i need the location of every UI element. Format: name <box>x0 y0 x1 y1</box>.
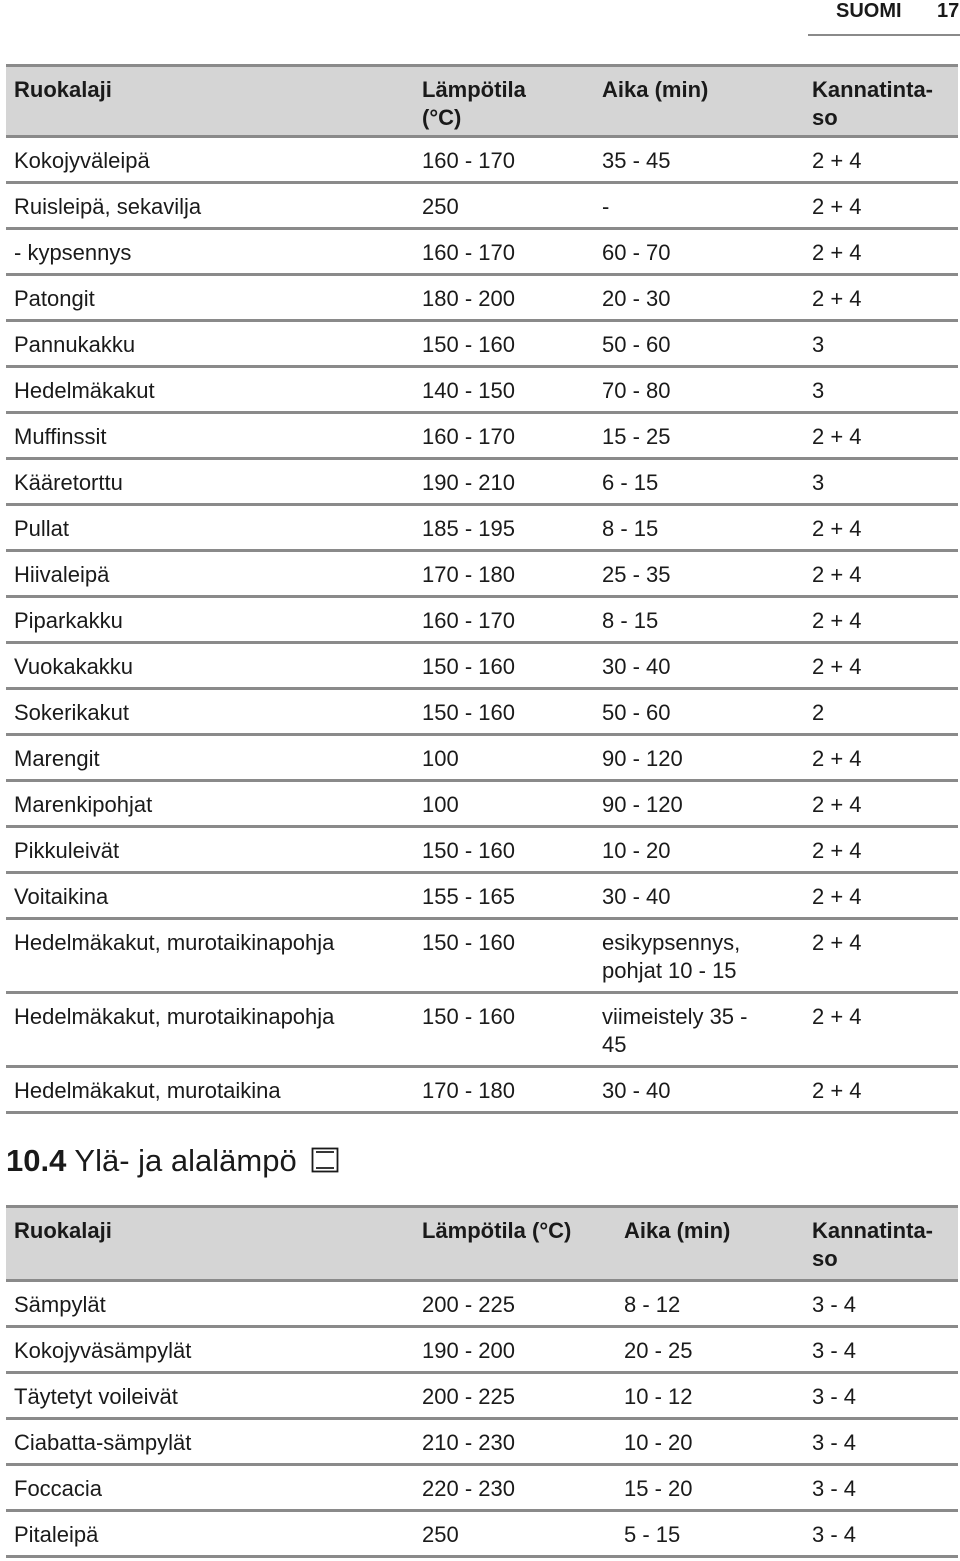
cell-temperature: 160 - 170 <box>422 424 515 449</box>
cell-dish: Voitaikina <box>14 884 109 909</box>
section-title: Ylä- ja alalämpö <box>74 1143 297 1178</box>
cell-dish: Sämpylät <box>14 1292 106 1317</box>
cell-temperature: 160 - 170 <box>422 148 515 173</box>
cell-temperature: 155 - 165 <box>422 884 515 909</box>
table-row <box>6 782 958 828</box>
cell-time: 70 - 80 <box>602 378 671 403</box>
cell-shelf-level: 3 - 4 <box>812 1292 857 1317</box>
table-row <box>6 506 958 552</box>
cell-dish: Täytetyt voileivät <box>14 1384 178 1409</box>
cell-time: viimeistely 35 - 45 <box>602 1004 748 1057</box>
header-shelf-level: Kannatinta- so <box>812 1218 933 1271</box>
cell-temperature: 150 - 160 <box>422 654 515 679</box>
table-row <box>6 736 958 782</box>
cell-shelf-level: 2 + 4 <box>812 194 862 219</box>
cell-temperature: 200 - 225 <box>422 1384 515 1409</box>
table-row <box>6 276 958 322</box>
cell-dish: Vuokakakku <box>14 654 134 679</box>
cell-time: 8 - 15 <box>602 516 659 541</box>
cell-temperature: 185 - 195 <box>422 516 515 541</box>
cell-time: 30 - 40 <box>602 1078 671 1103</box>
table-row <box>6 690 958 736</box>
cell-dish: Kokojyväsämpylät <box>14 1338 192 1363</box>
cell-temperature: 150 - 160 <box>422 700 515 725</box>
header-dish: Ruokalaji <box>14 77 112 102</box>
cell-shelf-level: 3 <box>812 332 825 357</box>
cell-shelf-level: 2 + 4 <box>812 562 862 587</box>
table-row <box>6 1374 958 1420</box>
cell-dish: Pikkuleivät <box>14 838 120 863</box>
cell-temperature: 250 <box>422 1522 459 1547</box>
cell-dish: Marenkipohjat <box>14 792 153 817</box>
cell-time: 6 - 15 <box>602 470 659 495</box>
table-row <box>6 1282 958 1328</box>
table-row <box>6 920 958 994</box>
top-bottom-heat-icon <box>311 1147 339 1173</box>
cell-time: 8 - 12 <box>624 1292 681 1317</box>
cell-time: 10 - 20 <box>624 1430 693 1455</box>
baking-table-1 <box>6 64 958 1114</box>
cell-time: 90 - 120 <box>602 792 683 817</box>
header-dish: Ruokalaji <box>14 1218 112 1243</box>
cell-shelf-level: 2 + 4 <box>812 286 862 311</box>
table-row <box>6 1420 958 1466</box>
baking-table-2 <box>6 1205 958 1558</box>
table-row <box>6 1068 958 1114</box>
cell-time: 8 - 15 <box>602 608 659 633</box>
cell-dish: Pitaleipä <box>14 1522 99 1547</box>
cell-time: 5 - 15 <box>624 1522 681 1547</box>
cell-temperature: 250 <box>422 194 459 219</box>
table-row <box>6 230 958 276</box>
header-time: Aika (min) <box>602 77 709 102</box>
cell-shelf-level: 3 - 4 <box>812 1522 857 1547</box>
cell-shelf-level: 3 - 4 <box>812 1338 857 1363</box>
cell-shelf-level: 2 + 4 <box>812 1078 862 1103</box>
cell-dish: Piparkakku <box>14 608 123 633</box>
cell-time: 60 - 70 <box>602 240 671 265</box>
table-row <box>6 460 958 506</box>
table-row <box>6 414 958 460</box>
cell-shelf-level: 2 + 4 <box>812 608 862 633</box>
cell-time: 30 - 40 <box>602 654 671 679</box>
cell-dish: Patongit <box>14 286 95 311</box>
cell-time: - <box>602 194 610 219</box>
cell-temperature: 200 - 225 <box>422 1292 515 1317</box>
page-header <box>0 0 960 36</box>
section-heading <box>6 1141 339 1181</box>
table-row <box>6 598 958 644</box>
table-row <box>6 368 958 414</box>
table-row <box>6 1328 958 1374</box>
table-row <box>6 874 958 920</box>
cell-shelf-level: 3 <box>812 470 825 495</box>
cell-time: 20 - 25 <box>624 1338 693 1363</box>
table-header-row <box>6 67 958 138</box>
cell-dish: Foccacia <box>14 1476 103 1501</box>
cell-dish: Hedelmäkakut, murotaikina <box>14 1078 281 1103</box>
header-temperature: Lämpötila (°C) <box>422 1218 572 1243</box>
header-divider <box>808 34 960 36</box>
cell-shelf-level: 2 + 4 <box>812 884 862 909</box>
table-row <box>6 644 958 690</box>
section-number: 10.4 <box>6 1143 67 1178</box>
cell-dish: Hedelmäkakut, murotaikinapohja <box>14 930 335 955</box>
cell-temperature: 210 - 230 <box>422 1430 515 1455</box>
cell-temperature: 160 - 170 <box>422 608 515 633</box>
cell-temperature: 190 - 210 <box>422 470 515 495</box>
cell-dish: - kypsennys <box>14 240 132 265</box>
cell-dish: Hedelmäkakut, murotaikinapohja <box>14 1004 335 1029</box>
cell-dish: Kokojyväleipä <box>14 148 150 173</box>
cell-temperature: 140 - 150 <box>422 378 515 403</box>
table-row <box>6 322 958 368</box>
cell-time: 15 - 25 <box>602 424 671 449</box>
cell-temperature: 150 - 160 <box>422 332 515 357</box>
cell-dish: Ruisleipä, sekavilja <box>14 194 202 219</box>
cell-time: 15 - 20 <box>624 1476 693 1501</box>
cell-time: 35 - 45 <box>602 148 671 173</box>
table-row <box>6 138 958 184</box>
header-shelf-level: Kannatinta- so <box>812 77 933 130</box>
cell-temperature: 100 <box>422 746 459 771</box>
cell-dish: Hiivaleipä <box>14 562 110 587</box>
cell-shelf-level: 2 + 4 <box>812 1004 862 1029</box>
cell-temperature: 150 - 160 <box>422 838 515 863</box>
header-temperature: Lämpötila (°C) <box>422 77 526 130</box>
cell-shelf-level: 2 + 4 <box>812 240 862 265</box>
cell-shelf-level: 2 + 4 <box>812 930 862 955</box>
cell-time: 10 - 12 <box>624 1384 693 1409</box>
page-number: 17 <box>937 0 960 22</box>
cell-shelf-level: 2 + 4 <box>812 746 862 771</box>
cell-dish: Pullat <box>14 516 70 541</box>
table-header-row <box>6 1208 958 1282</box>
cell-time: 20 - 30 <box>602 286 671 311</box>
cell-shelf-level: 3 - 4 <box>812 1476 857 1501</box>
cell-shelf-level: 2 + 4 <box>812 148 862 173</box>
cell-shelf-level: 2 + 4 <box>812 424 862 449</box>
cell-shelf-level: 2 + 4 <box>812 654 862 679</box>
cell-temperature: 150 - 160 <box>422 1004 515 1029</box>
cell-time: 50 - 60 <box>602 700 671 725</box>
cell-temperature: 170 - 180 <box>422 562 515 587</box>
cell-temperature: 220 - 230 <box>422 1476 515 1501</box>
cell-temperature: 100 <box>422 792 459 817</box>
table-row <box>6 184 958 230</box>
cell-time: 90 - 120 <box>602 746 683 771</box>
cell-dish: Hedelmäkakut <box>14 378 155 403</box>
cell-shelf-level: 2 <box>812 700 825 725</box>
cell-dish: Kääretorttu <box>14 470 123 495</box>
cell-shelf-level: 3 - 4 <box>812 1430 857 1455</box>
cell-dish: Pannukakku <box>14 332 136 357</box>
table-row <box>6 828 958 874</box>
cell-temperature: 160 - 170 <box>422 240 515 265</box>
cell-time: 25 - 35 <box>602 562 671 587</box>
header-time: Aika (min) <box>624 1218 731 1243</box>
cell-time: 50 - 60 <box>602 332 671 357</box>
cell-temperature: 170 - 180 <box>422 1078 515 1103</box>
table-row <box>6 552 958 598</box>
cell-dish: Ciabatta-sämpylät <box>14 1430 192 1455</box>
cell-dish: Sokerikakut <box>14 700 129 725</box>
table-row <box>6 1512 958 1558</box>
cell-shelf-level: 2 + 4 <box>812 792 862 817</box>
cell-temperature: 190 - 200 <box>422 1338 515 1363</box>
cell-time: esikypsennys, pohjat 10 - 15 <box>602 930 741 983</box>
table-row <box>6 1466 958 1512</box>
cell-shelf-level: 3 - 4 <box>812 1384 857 1409</box>
cell-dish: Marengit <box>14 746 100 771</box>
cell-shelf-level: 3 <box>812 378 825 403</box>
language-label: SUOMI <box>836 0 902 22</box>
cell-dish: Muffinssit <box>14 424 107 449</box>
cell-shelf-level: 2 + 4 <box>812 838 862 863</box>
cell-time: 10 - 20 <box>602 838 671 863</box>
cell-shelf-level: 2 + 4 <box>812 516 862 541</box>
cell-temperature: 180 - 200 <box>422 286 515 311</box>
cell-temperature: 150 - 160 <box>422 930 515 955</box>
cell-time: 30 - 40 <box>602 884 671 909</box>
table-row <box>6 994 958 1068</box>
